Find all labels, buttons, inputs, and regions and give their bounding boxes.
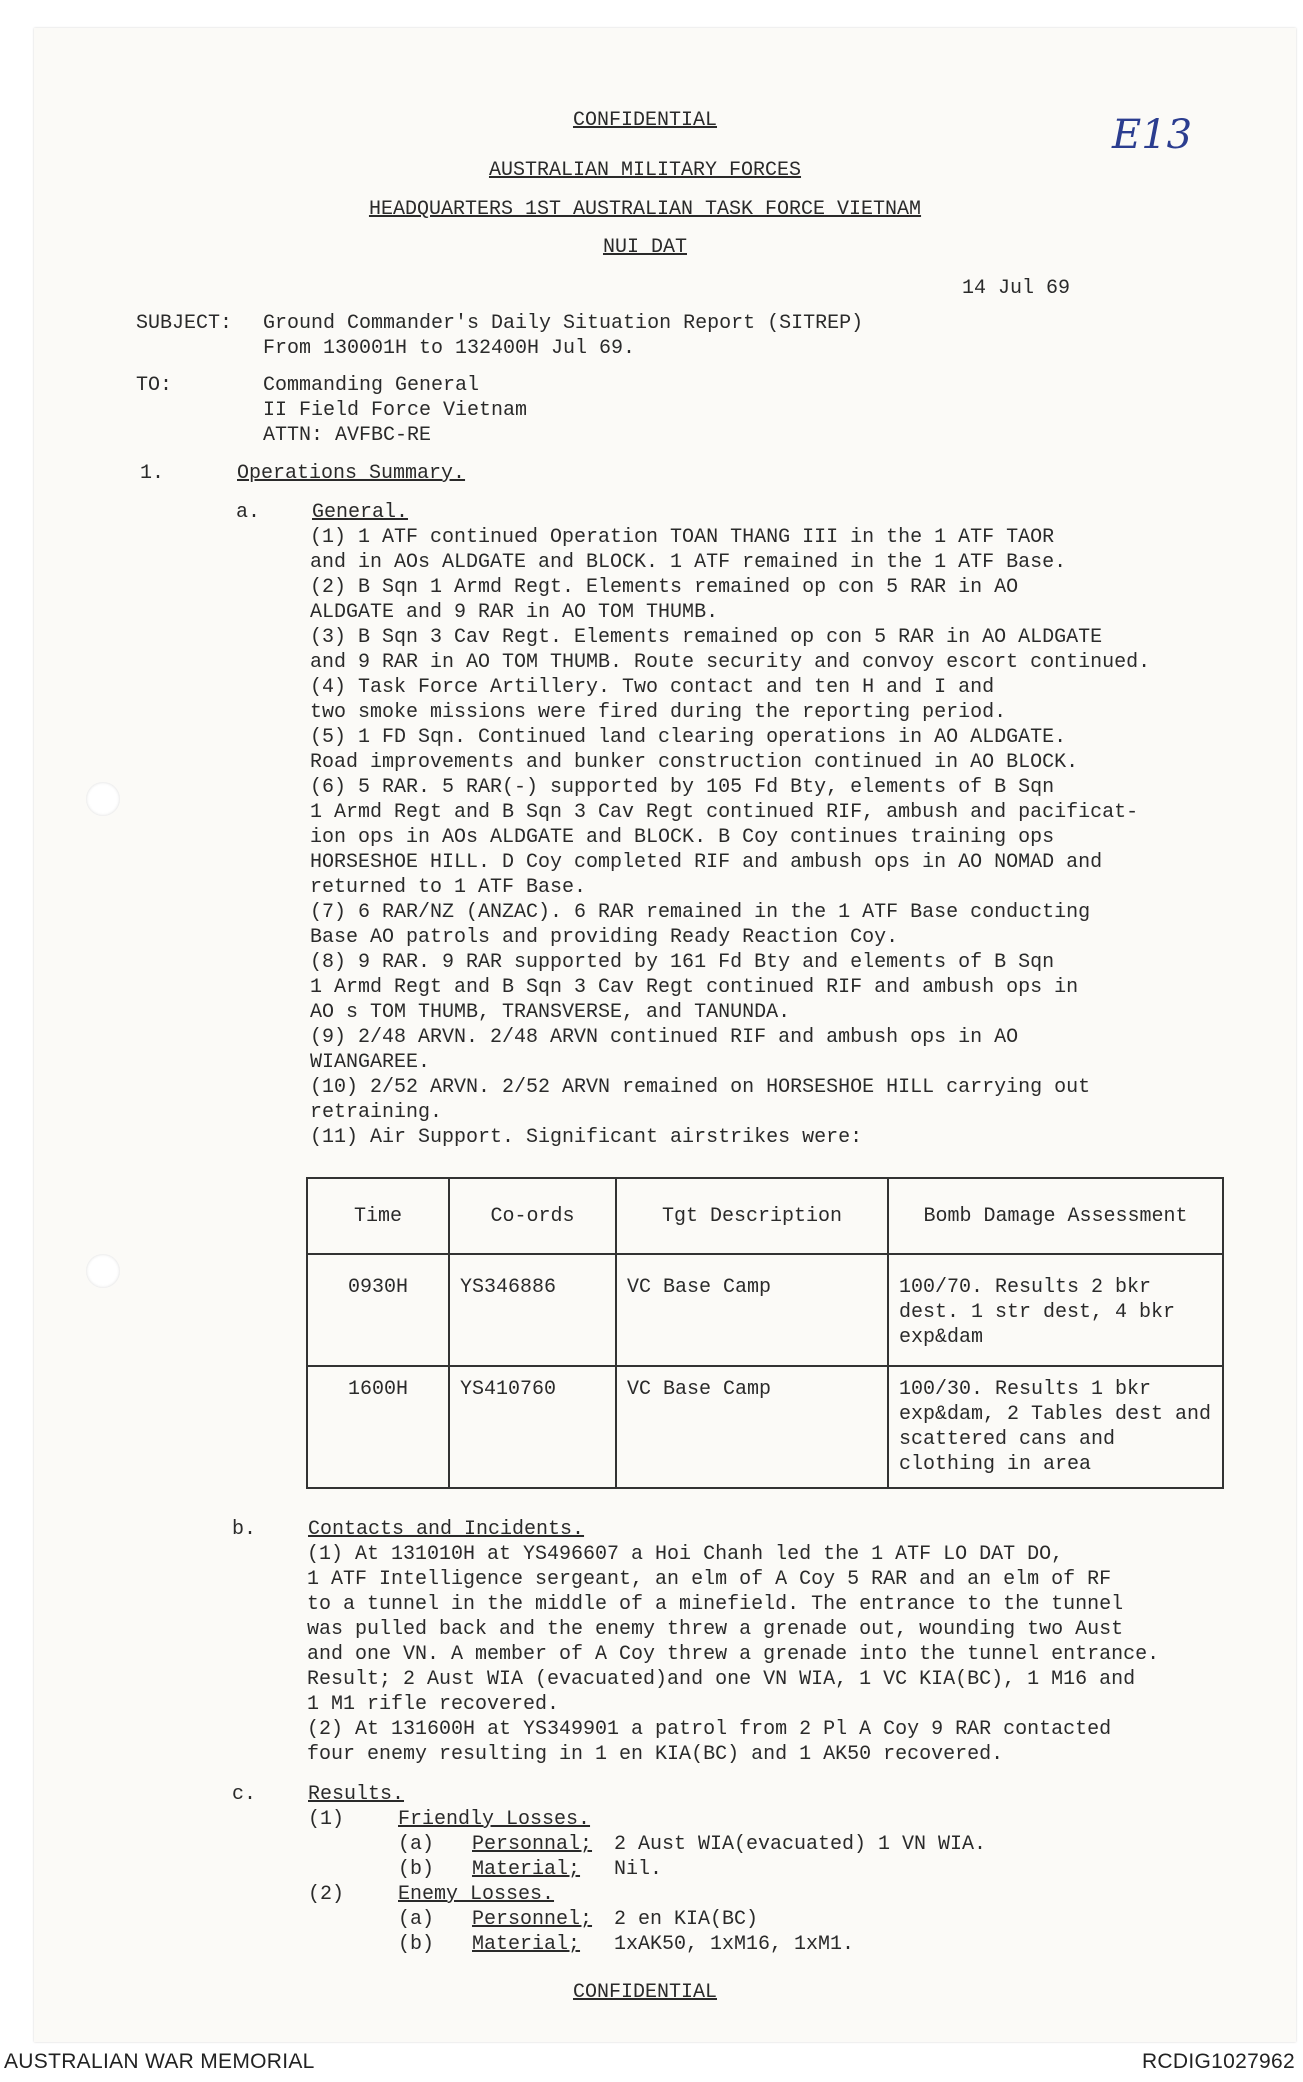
table-cell: YS346886 [449,1254,616,1366]
text-line: retraining. [310,1101,443,1124]
to-line: II Field Force Vietnam [263,399,528,422]
general-body [310,525,1150,1150]
to-line: ATTN: AVFBC-RE [263,424,432,447]
text-line: (1) At 131010H at YS496607 a Hoi Chanh led the 1 ATF LO DAT DO, [307,1543,1064,1566]
section-title: Operations Summary. [237,462,466,485]
column-header: Time [307,1178,449,1254]
column-header: Bomb Damage Assessment [888,1178,1223,1254]
punch-hole [86,1254,120,1288]
text-line: 1 ATF Intelligence sergeant, an elm of A Coy 5 RAR and an elm of RF [307,1568,1112,1591]
airstrike-table [306,1177,1224,1489]
text-line: (8) 9 RAR. 9 RAR supported by 161 Fd Bty and elements of B Sqn [310,951,1055,974]
friendly-personnel-value: 2 Aust WIA(evacuated) 1 VN WIA. [614,1833,987,1856]
table-cell: 100/30. Results 1 bkr exp&dam, 2 Tables dest and scattered cans and clothing in area [888,1366,1223,1488]
table-cell: YS410760 [449,1366,616,1488]
text-line: (5) 1 FD Sqn. Continued land clearing operations in AO ALDGATE. [310,726,1067,749]
text-line: to a tunnel in the middle of a minefield. The entrance to the tunnel [307,1593,1124,1616]
column-header: Tgt Description [616,1178,888,1254]
enemy-losses-title: Enemy Losses. [398,1883,555,1906]
text-line: 1 Armd Regt and B Sqn 3 Cav Regt continued RIF, ambush and pacificat- [310,801,1139,824]
location-heading: NUI DAT [602,236,687,259]
enemy-material-value: 1xAK50, 1xM16, 1xM1. [614,1933,855,1956]
table-cell: 0930H [307,1254,449,1366]
table-cell: 1600H [307,1366,449,1488]
footer-source: AUSTRALIAN WAR MEMORIAL [4,2050,315,2073]
text-line: Road improvements and bunker construction continued in AO BLOCK. [310,751,1079,774]
text-line: (2) B Sqn 1 Armd Regt. Elements remained op con 5 RAR in AO [310,576,1019,599]
para-letter: c. [232,1783,257,1806]
text-line: (11) Air Support. Significant airstrikes were: [310,1126,863,1149]
report-date: 14 Jul 69 [962,277,1071,300]
subject-line: Ground Commander's Daily Situation Report (SITREP) [263,312,864,335]
para-letter: a. [236,501,261,524]
text-line: (1) 1 ATF continued Operation TOAN THANG III in the 1 ATF TAOR [310,526,1055,549]
text-line: ion ops in AOs ALDGATE and BLOCK. B Coy continues training ops [310,826,1055,849]
table-cell: VC Base Camp [616,1254,888,1366]
column-header: Co-ords [449,1178,616,1254]
friendly-losses-title: Friendly Losses. [398,1808,591,1831]
table-row [307,1254,1223,1366]
friendly-material-value: Nil. [614,1858,663,1881]
classification-bottom: CONFIDENTIAL [572,1981,718,2004]
para-title: Contacts and Incidents. [308,1518,585,1541]
text-line: (4) Task Force Artillery. Two contact and ten H and I and [310,676,995,699]
text-line: HORSESHOE HILL. D Coy completed RIF and ambush ops in AO NOMAD and [310,851,1103,874]
text-line: (10) 2/52 ARVN. 2/52 ARVN remained on HORSESHOE HILL carrying out [310,1076,1091,1099]
friendly-material-label: Material; [472,1858,581,1881]
text-line: two smoke missions were fired during the reporting period. [310,701,1007,724]
table-cell: VC Base Camp [616,1366,888,1488]
enemy-material-label: Material; [472,1933,581,1956]
text-line: (2) At 131600H at YS349901 a patrol from 2 Pl A Coy 9 RAR contacted [307,1718,1112,1741]
to-line: Commanding General [263,374,480,397]
to-label: TO: [136,374,173,397]
text-line: ALDGATE and 9 RAR in AO TOM THUMB. [310,601,719,624]
text-line: returned to 1 ATF Base. [310,876,587,899]
hq-heading: HEADQUARTERS 1ST AUSTRALIAN TASK FORCE VIETNAM [368,198,922,221]
subject-line: From 130001H to 132400H Jul 69. [263,337,636,360]
enemy-personnel-value: 2 en KIA(BC) [614,1908,759,1931]
text-line: (6) 5 RAR. 5 RAR(-) supported by 105 Fd Bty, elements of B Sqn [310,776,1055,799]
text-line: WIANGAREE. [310,1051,431,1074]
table-cell: 100/70. Results 2 bkr dest. 1 str dest, 4 bkr exp&dam [888,1254,1223,1366]
footer-id: RCDIG1027962 [1141,2050,1295,2073]
sub-letter: (a) [398,1908,435,1931]
text-line: and in AOs ALDGATE and BLOCK. 1 ATF remained in the 1 ATF Base. [310,551,1067,574]
contacts-body [307,1542,1159,1767]
text-line: (9) 2/48 ARVN. 2/48 ARVN continued RIF and ambush ops in AO [310,1026,1019,1049]
table-header-row [307,1178,1223,1254]
classification-top: CONFIDENTIAL [572,109,718,132]
para-letter: b. [232,1518,257,1541]
text-line: four enemy resulting in 1 en KIA(BC) and 1 AK50 recovered. [307,1743,1004,1766]
text-line: Base AO patrols and providing Ready Reaction Coy. [310,926,899,949]
punch-hole [86,782,120,816]
sub-number: (2) [308,1883,345,1906]
org-heading: AUSTRALIAN MILITARY FORCES [488,159,802,182]
para-title: Results. [308,1783,405,1806]
enemy-personnel-label: Personnel; [472,1908,593,1931]
subject-label: SUBJECT: [136,312,233,335]
table-row [307,1366,1223,1488]
sub-letter: (b) [398,1933,435,1956]
text-line: AO s TOM THUMB, TRANSVERSE, and TANUNDA. [310,1001,791,1024]
sub-letter: (a) [398,1833,435,1856]
text-line: (7) 6 RAR/NZ (ANZAC). 6 RAR remained in the 1 ATF Base conducting [310,901,1091,924]
para-title: General. [312,501,409,524]
text-line: (3) B Sqn 3 Cav Regt. Elements remained op con 5 RAR in AO ALDGATE [310,626,1103,649]
sub-letter: (b) [398,1858,435,1881]
handwritten-annotation: E13 [1112,112,1193,158]
text-line: Result; 2 Aust WIA (evacuated)and one VN WIA, 1 VC KIA(BC), 1 M16 and [307,1668,1136,1691]
text-line: 1 M1 rifle recovered. [307,1693,560,1716]
section-number: 1. [140,462,165,485]
text-line: was pulled back and the enemy threw a grenade out, wounding two Aust [307,1618,1124,1641]
text-line: and one VN. A member of A Coy threw a grenade into the tunnel entrance. [307,1643,1160,1666]
text-line: and 9 RAR in AO TOM THUMB. Route security and convoy escort continued. [310,651,1151,674]
text-line: 1 Armd Regt and B Sqn 3 Cav Regt continued RIF and ambush ops in [310,976,1079,999]
friendly-personnel-label: Personnal; [472,1833,593,1856]
sub-number: (1) [308,1808,345,1831]
